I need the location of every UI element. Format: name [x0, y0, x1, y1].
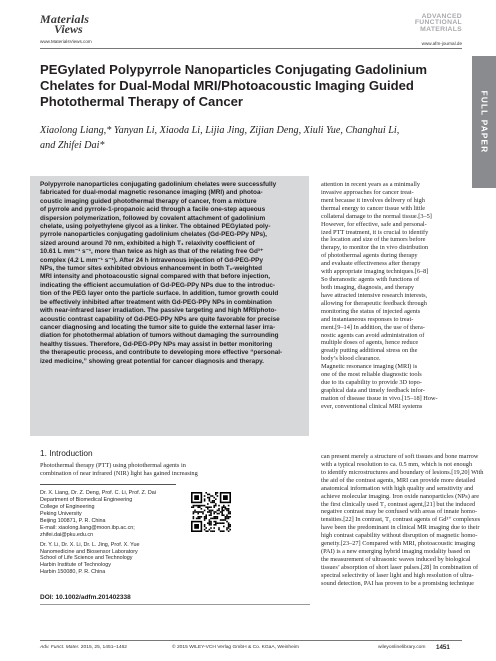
authors-line-2: and Zhifei Dai*: [40, 139, 105, 151]
body-line: one of the most reliable diagnostic tools: [321, 371, 422, 379]
body-line: due to its capability to provide 3D topo-: [321, 379, 422, 387]
journal-url[interactable]: www.afm-journal.de: [421, 41, 462, 46]
abstract-line: pyrrole nanoparticles conjugating gadolinium chelates (Gd-PEG-PPy NPs),: [40, 231, 267, 239]
abstract-line: with near-infrared laser irradiation. The passive targeting and high MRI/photo-: [40, 307, 277, 315]
page-number: 1451: [436, 644, 450, 651]
body-line: achieve molecular imaging. Iron oxide nanoparticles (NPs) are: [321, 492, 480, 500]
right-column-body-continued: [321, 453, 484, 588]
abstract-line: tion of the PEG layer onto the particle surface. In addition, tumor growth could: [40, 290, 279, 298]
abstract-line: be effectively inhibited after treatment with Gd-PEG-PPy NPs in combination: [40, 298, 272, 306]
body-line: the aid of the contrast agents, MRI can provide more detailed: [321, 476, 476, 484]
body-line: invasive approaches for cancer treat-: [321, 188, 414, 196]
body-line: the location and size of the tumors before: [321, 236, 426, 244]
body-line: nostic agents can avoid administration of: [321, 331, 425, 339]
abstract-line: cancer diagnosing and locating the tumor site to guide the external laser irra-: [40, 323, 276, 331]
abstract: [40, 181, 302, 366]
body-line: with a typical resolution to ca. 0.5 mm, which is not enough: [321, 460, 473, 468]
body-line: to identify microstructures and boundary of lesions.[19,20] With: [321, 468, 484, 476]
logo-line-2: Views: [54, 22, 83, 37]
abstract-line: diation for photothermal ablation of tumors without damaging the surrounding: [40, 332, 279, 340]
section-heading: 1. Introduction: [40, 448, 93, 458]
intro-paragraph: [40, 462, 310, 478]
abstract-line: ized medicine,” showing great potential for cancer diagnosis and therapy.: [40, 357, 264, 365]
abstract-line: healthy tissues. Therefore, Gd-PEG-PPy NPs may assist in better monitoring: [40, 340, 273, 348]
abstract-line: of pyrrole and pyrrole-1-propanoic acid through a facile one-step aqueous: [40, 206, 266, 214]
affiliation-line: School of Life Science and Technology: [40, 555, 133, 562]
body-line: spectral selectivity of laser light and high resolution of ultra-: [321, 571, 474, 579]
body-line: anatomical information with high quality and sensitivity and: [321, 484, 474, 492]
affiliation-line: zhifei.dai@pku.edu.cn: [40, 531, 94, 538]
journal-logo-line-3: MATERIALS: [420, 25, 462, 33]
body-line: geneity.[23–27] Compared with MRI, photoacoustic imaging: [321, 540, 476, 548]
article-type-tab: [472, 56, 496, 188]
footer-divider: [40, 640, 462, 641]
body-line: So theranostic agents with functions of: [321, 276, 420, 284]
abstract-line: coustic imaging guided photothermal therapy of cancer, from a mixture: [40, 197, 257, 205]
body-line: tissues’ absorption of short laser pulses.[28] In combination of: [321, 563, 479, 571]
footer-citation: [40, 645, 127, 650]
footer-journal: Adv. Funct. Mater.: [40, 645, 80, 650]
materials-views-logo: [40, 14, 110, 35]
abstract-line: the therapeutic process, and contribute to developing more effective “personal-: [40, 349, 283, 357]
abstract-line: complex (4.2 L mm⁻¹ s⁻¹). After 24 h intravenous injection of Gd-PEG-PPy: [40, 256, 264, 264]
body-line: Magnetic resonance imaging (MRI) is: [321, 363, 418, 371]
body-line: have been the predominant in clinical MR imaging due to their: [321, 524, 480, 532]
body-line: ever, conventional clinical MRI systems: [321, 402, 423, 410]
abstract-line: Polypyrrole nanoparticles conjugating gadolinium chelates were successfully: [40, 181, 277, 188]
affiliation-line: Harbin Institute of Technology: [40, 562, 111, 569]
body-line: of photothermal agents during therapy: [321, 252, 418, 260]
body-line: monitoring the status of injected agents: [321, 307, 421, 315]
body-line: graphical data and timely feedback infor-: [321, 386, 425, 394]
affiliation-divider: [40, 484, 176, 485]
footer-copyright: © 2015 WILEY-VCH Verlag GmbH & Co. KGaA, Weinheim: [172, 645, 300, 650]
body-line: have attracted intensive research interests,: [321, 291, 428, 299]
publisher-url[interactable]: www.MaterialsViews.com: [40, 39, 92, 44]
doi[interactable]: DOI: 10.1002/adfm.201402338: [40, 594, 131, 601]
affiliation-line: Peking University: [40, 510, 82, 517]
body-line: sound detection, PAI has proven to be a promising technique: [321, 579, 474, 587]
body-line: with appropriate imaging techniques.[6–8]: [321, 268, 429, 276]
body-line: (PAI) is a new emerging hybrid imaging modality based on: [321, 548, 471, 556]
affiliation-line: Harbin 150080, P. R. China: [40, 569, 106, 576]
intro-line: combination of near infrared (NIR) light has gained increasing: [40, 469, 198, 477]
footer-volume: 2015, 25, 1451–1462: [79, 645, 128, 650]
footer-site[interactable]: wileyonlinelibrary.com: [378, 645, 426, 650]
abstract-line: sized around around 70 nm, exhibited a high T₁ relaxivity coefficient of: [40, 239, 255, 247]
qr-code-icon[interactable]: [191, 492, 231, 532]
body-line: can present merely a structure of soft tissues and bone marrow: [321, 453, 479, 460]
affiliation-line: College of Engineering: [40, 503, 95, 510]
article-title: PEGylated Polypyrrole Nanoparticles Conjugating Gadolinium Chelates for Dual-Modal MRI/Photoacoustic Imaging Guided Photothermal Therapy of Cancer: [40, 62, 428, 109]
affiliation-line: Department of Biomedical Engineering: [40, 496, 133, 503]
doi-divider: [40, 604, 310, 605]
author-list: [40, 124, 440, 154]
affiliation-line: Beijing 100871, P. R. China: [40, 517, 106, 524]
body-line: attention in recent years as a minimally: [321, 181, 420, 188]
body-line: negative contrast may be confused with areas of innate homo-: [321, 508, 478, 516]
right-column-body: [321, 181, 461, 411]
authors-line-1: Xiaolong Liang,* Yanyan Li, Xiaoda Li, Lijia Jing, Zijian Deng, Xiuli Yue, Changhui Li,: [40, 125, 400, 136]
abstract-line: dispersion polymerization, followed by covalent attachment of gadolinium: [40, 214, 266, 222]
body-line: greatly putting additional stress on the: [321, 347, 418, 355]
body-line: ized PTT treatment, it is crucial to identify: [321, 228, 429, 236]
abstract-line: MRI intensity and photoacoustic signal compared with that before injection,: [40, 273, 271, 281]
abstract-line: NPs, the tumor sites exhibited obvious enhancement in both T₁-weighted: [40, 265, 263, 273]
body-line: multiple doses of agents, hence reduce: [321, 339, 419, 347]
article-type-label: FULL PAPER: [479, 90, 489, 154]
journal-logo: [415, 14, 462, 33]
journal-logo-line-1: ADVANCED: [421, 13, 462, 20]
body-line: thermal energy to cancer tissue with little: [321, 204, 426, 212]
body-line: mation of disease tissue in vivo.[15–18] How-: [321, 394, 438, 402]
abstract-line: chelate, using polyethylene glycol as a linker. The obtained PEGylated poly-: [40, 223, 271, 231]
affiliation-line: Nanomedicine and Biosensor Laboratory: [40, 548, 138, 555]
affiliation-line: E-mail: xiaolong.liang@moon.ibp.ac.cn;: [40, 524, 135, 531]
affiliation-line: Dr. X. Liang, Dr. Z. Deng, Prof. C. Li, Prof. Z. Dai: [40, 490, 156, 496]
body-line: ment because it involves delivery of high: [321, 196, 425, 204]
body-line: collateral damage to the normal tissue.[3–5]: [321, 212, 432, 220]
intro-line: Photothermal therapy (PTT) using photothermal agents in: [40, 462, 186, 469]
body-line: allowing for therapeutic feedback through: [321, 299, 427, 307]
body-line: ment.[9–14] In addition, the use of thera-: [321, 323, 425, 331]
affiliations: [40, 490, 190, 576]
body-line: both imaging, diagnosis, and therapy: [321, 283, 415, 291]
body-line: high contrast capability without disruption of magnetic homo-: [321, 532, 478, 540]
body-line: the first clinically used T₂ contrast agent,[21] but the induced: [321, 500, 476, 508]
affiliation-line: Dr. Y. Li, Dr. X. Li, Dr. L. Jing, Prof. X. Yue: [40, 541, 140, 548]
abstract-line: indicating the efficient accumulation of Gd-PEG-PPy NPs due to the introduc-: [40, 281, 276, 289]
logo-line-1: Materials: [40, 12, 90, 26]
abstract-line: fabricated for dual-modal magnetic resonance imaging (MRI) and photoa-: [40, 189, 263, 197]
body-line: However, for effective, safe and personal-: [321, 220, 427, 228]
header-divider: [40, 48, 462, 49]
abstract-line: acoustic contrast capability of Gd-PEG-PPy NPs are quite favorable for precise: [40, 315, 280, 323]
body-line: and instantaneous responses to treat-: [321, 315, 414, 323]
body-line: the measurement of ultrasonic waves induced by biological: [321, 555, 471, 563]
body-line: tensities.[22] In contrast, T₁ contrast agents of Gd³⁺ complexes: [321, 516, 481, 524]
body-line: therapy, to monitor the in vivo distribution: [321, 244, 429, 252]
body-line: and evaluate effectiveness after therapy: [321, 260, 421, 268]
body-line: body’s blood clearance.: [321, 355, 381, 363]
abstract-line: 10.61 L mm⁻¹ s⁻¹, more than twice as high as that of the relating free Gd³⁺: [40, 248, 264, 256]
journal-logo-line-2: FUNCTIONAL: [414, 19, 462, 27]
